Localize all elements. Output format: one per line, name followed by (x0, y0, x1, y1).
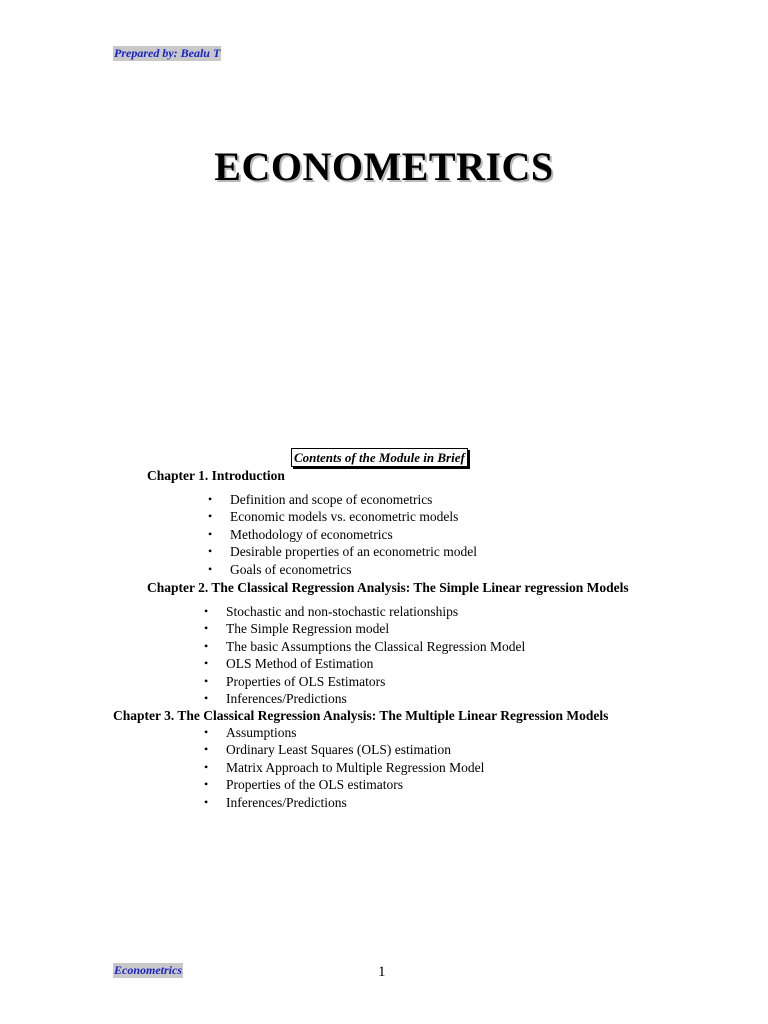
list-item: • Properties of OLS Estimators (204, 673, 386, 689)
list-item: • The basic Assumptions the Classical Regression Model (204, 638, 526, 654)
list-item: • Definition and scope of econometrics (208, 492, 433, 507)
chapter-3-title: Chapter 3. The Classical Regression Analysis: The Multiple Linear Regression Models (113, 708, 609, 723)
bullet-icon: • (204, 742, 209, 757)
bullet-icon: • (204, 621, 209, 636)
list-item: • Stochastic and non-stochastic relationships (204, 604, 459, 619)
bullet-icon: • (204, 604, 209, 618)
bullet-icon: • (204, 638, 209, 653)
list-item: • Matrix Approach to Multiple Regression Model (204, 759, 485, 775)
bullet-icon: • (204, 725, 209, 739)
footer-label: Econometrics (114, 963, 182, 977)
bullet-icon: • (204, 656, 209, 671)
bullet-icon: • (208, 526, 213, 541)
list-item: • Ordinary Least Squares (OLS) estimation (204, 742, 451, 758)
list-item: • The Simple Regression model (204, 621, 390, 637)
bullet-icon: • (204, 673, 209, 688)
list-item: • Methodology of econometrics (208, 526, 393, 542)
bullet-icon: • (208, 561, 213, 576)
list-item: • Inferences/Predictions (204, 794, 347, 810)
list-item: • Assumptions (204, 725, 297, 740)
list-item: • Properties of the OLS estimators (204, 777, 403, 793)
bullet-icon: • (204, 794, 209, 809)
page-number: 1 (378, 964, 386, 980)
document-title: ECONOMETRICS (214, 144, 554, 189)
chapter-1-list (208, 491, 478, 578)
list-item: • Inferences/Predictions (204, 691, 347, 707)
bullet-icon: • (208, 544, 213, 559)
bullet-icon: • (208, 509, 213, 524)
bullet-icon: • (204, 777, 209, 792)
prepared-by-label: Prepared by: Bealu T (114, 46, 221, 60)
list-item: • Goals of econometrics (208, 561, 352, 577)
bullet-icon: • (204, 691, 209, 706)
chapter-1-title: Chapter 1. Introduction (147, 468, 285, 483)
chapter-3-list (204, 724, 485, 811)
chapter-2-list (204, 603, 526, 707)
list-item: • OLS Method of Estimation (204, 656, 374, 672)
bullet-icon: • (208, 492, 213, 506)
contents-heading: Contents of the Module in Brief (291, 448, 468, 467)
bullet-icon: • (204, 759, 209, 774)
list-item: • Desirable properties of an econometric model (208, 544, 478, 560)
list-item: • Economic models vs. econometric models (208, 509, 459, 525)
chapter-2-title: Chapter 2. The Classical Regression Analysis: The Simple Linear regression Models (147, 580, 629, 595)
